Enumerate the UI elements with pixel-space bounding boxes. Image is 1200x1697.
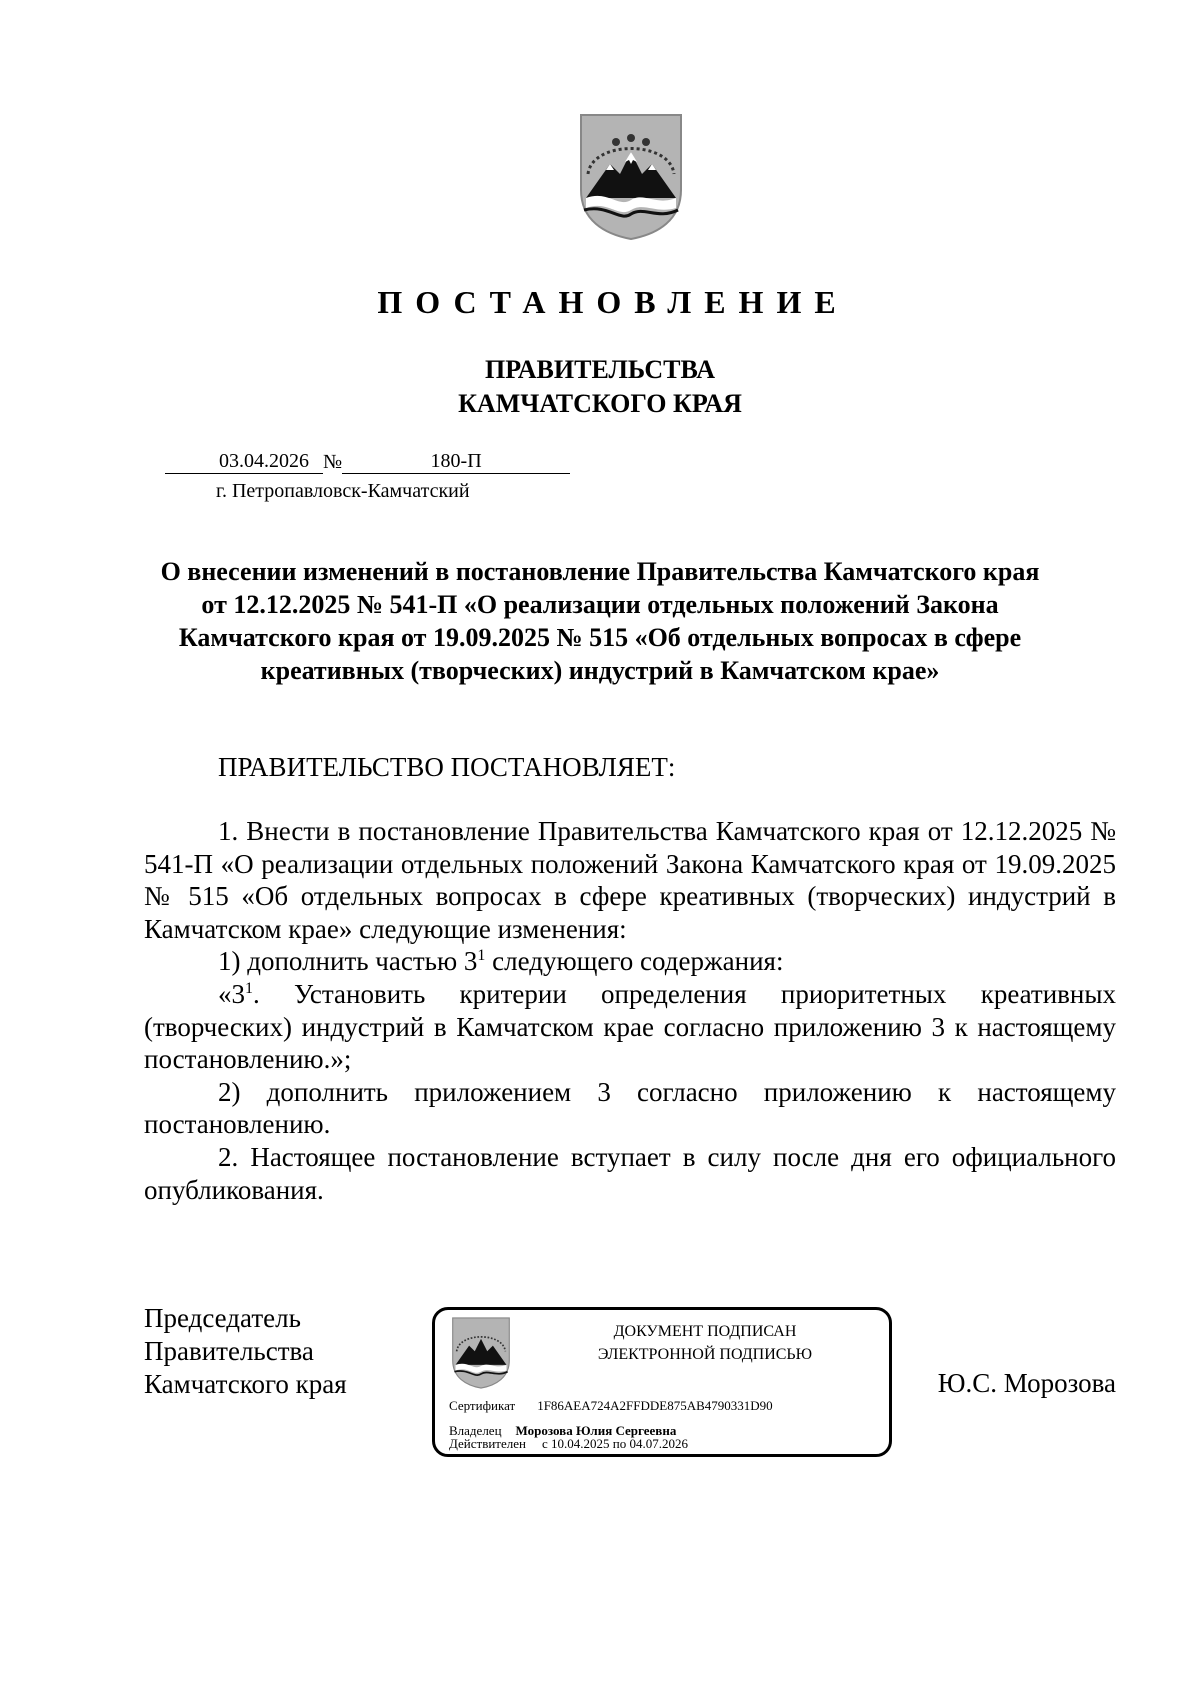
validity-row — [449, 1436, 688, 1452]
superscript: 1 — [245, 979, 253, 997]
owner-value: Морозова Юлия Сергеевна — [515, 1423, 677, 1438]
paragraph-5: 2. Настоящее постановление вступает в силу после дня его официального опубликования. — [144, 1141, 1116, 1205]
paragraph-3-text: «3 — [218, 978, 245, 1009]
signer-title-line-3: Камчатского края — [144, 1369, 347, 1399]
paragraph-4: 2) дополнить приложением 3 согласно приложению к настоящему постановлению. — [144, 1076, 1116, 1140]
owner-label: Владелец — [449, 1423, 502, 1438]
subject-line-1: О внесении изменений в постановление Правительства Камчатского края — [160, 557, 1040, 586]
electronic-signature-stamp — [432, 1307, 892, 1457]
certificate-label: Сертификат — [449, 1398, 516, 1413]
authority-line-1: ПРАВИТЕЛЬСТВА — [485, 355, 715, 384]
paragraph-3 — [144, 978, 1116, 1076]
certificate-value: 1F86AEA724A2FFDDE875AB4790331D90 — [537, 1398, 773, 1413]
decree-statement: ПРАВИТЕЛЬСТВО ПОСТАНОВЛЯЕТ: — [218, 752, 676, 782]
place-of-issue: г. Петропавловск-Камчатский — [216, 480, 470, 502]
document-body — [144, 815, 1116, 1206]
authority-line-2: КАМЧАТСКОГО КРАЯ — [458, 389, 742, 418]
superscript: 1 — [477, 947, 486, 965]
paragraph-1: 1. Внести в постановление Правительства Камчатского края от 12.12.2025 № 541-П «О реализации отдельных положений Закона Камчатского края от 19.09.2025 № 515 «Об отдельных вопросах в сфере креативных (творческих) индустрий в Камчатском крае» следующие изменения: — [144, 816, 1116, 944]
signer-title-line-2: Правительства — [144, 1336, 314, 1366]
underline-gap — [309, 449, 323, 474]
signer-title — [144, 1302, 347, 1401]
document-type-title: ПОСТАНОВЛЕНИЕ — [377, 284, 849, 320]
signer-name: Ю.С. Морозова — [937, 1368, 1116, 1398]
paragraph-3-text-end: . Установить критерии определения приоритетных креативных (творческих) индустрий в Камчатском крае согласно приложению 3 к настоящему постановлению.»; — [144, 978, 1116, 1075]
document-subject — [120, 555, 1080, 687]
subject-line-4: креативных (творческих) индустрий в Камчатском крае» — [260, 656, 940, 685]
stamp-heading — [535, 1320, 875, 1366]
paragraph-2-text: 1) дополнить частью 3 — [218, 946, 478, 977]
stamp-heading-line-1: ДОКУМЕНТ ПОДПИСАН — [613, 1323, 797, 1340]
certificate-row — [449, 1398, 773, 1414]
number-sign: № — [323, 451, 343, 473]
validity-value: с 10.04.2025 по 04.07.2026 — [541, 1436, 688, 1451]
issuing-authority — [0, 353, 1200, 421]
subject-line-3: Камчатского края от 19.09.2025 № 515 «Об отдельных вопросах в сфере — [178, 623, 1022, 652]
validity-label: Действителен — [449, 1436, 526, 1451]
registration-line — [165, 449, 570, 474]
paragraph-2 — [144, 945, 1116, 978]
paragraph-2-text-end: следующего содержания: — [485, 946, 784, 977]
subject-line-2: от 12.12.2025 № 541-П «О реализации отдельных положений Закона — [201, 590, 999, 619]
document-date: 03.04.2026 — [165, 449, 309, 474]
coat-of-arms-icon — [578, 112, 684, 242]
stamp-heading-line-2: ЭЛЕКТРОННОЙ ПОДПИСЬЮ — [597, 1346, 813, 1363]
signer-title-line-1: Председатель — [144, 1303, 301, 1333]
coat-of-arms-icon — [451, 1316, 511, 1390]
document-number: 180-П — [342, 449, 570, 474]
